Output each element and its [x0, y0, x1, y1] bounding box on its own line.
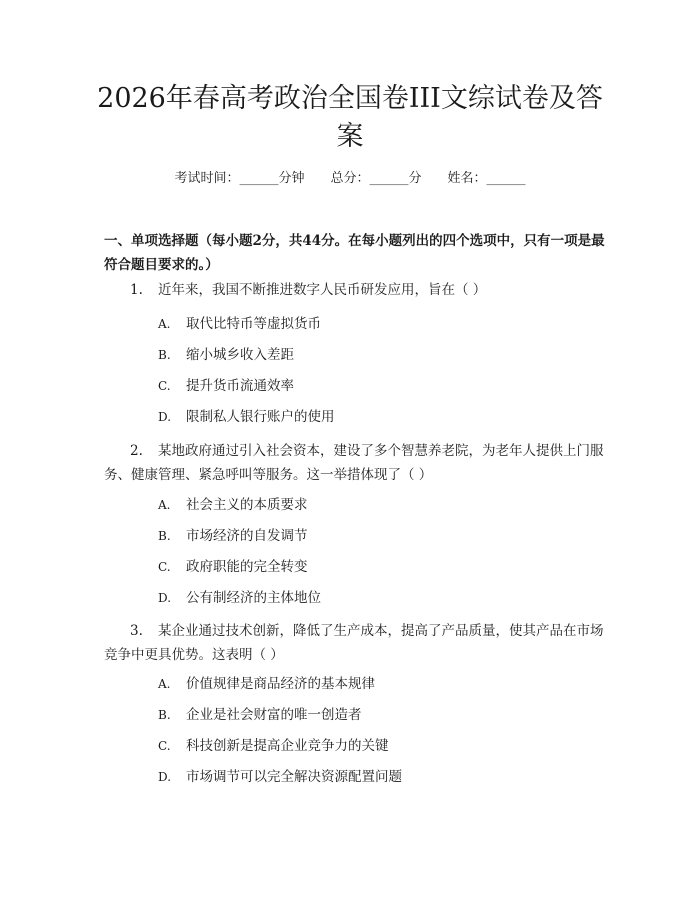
option-text: 社会主义的本质要求: [186, 497, 308, 513]
option-text: 价值规律是商品经济的基本规律: [186, 676, 375, 692]
exam-title: 2026年春高考政治全国卷III文综试卷及答案: [97, 83, 603, 152]
exam-time-field: 考试时间：______分钟: [174, 171, 305, 186]
option-letter: A.: [158, 317, 171, 331]
question-number: 3.: [130, 623, 143, 639]
option-text: 提升货币流通效率: [186, 378, 294, 394]
option-text: 限制私人银行账户的使用: [186, 409, 335, 425]
exam-meta: [0, 170, 700, 188]
question-1-stem: [104, 278, 614, 302]
option-letter: C.: [158, 379, 171, 393]
question-3-stem: [104, 619, 614, 667]
option-text: 公有制经济的主体地位: [186, 590, 321, 606]
option-letter: D.: [158, 410, 172, 424]
option-text: 科技创新是提高企业竞争力的关键: [186, 738, 389, 754]
question-3-option-b: [158, 705, 362, 725]
question-2-option-a: [158, 495, 308, 515]
option-letter: C.: [158, 560, 171, 574]
option-letter: B.: [158, 708, 171, 722]
question-number: 1.: [130, 282, 143, 298]
section-heading: 一、单项选择题（每小题2分，共44分。在每小题列出的四个选项中，只有一项是最符合题目要求的。）: [104, 233, 605, 273]
option-letter: A.: [158, 498, 171, 512]
question-text: 某地政府通过引入社会资本，建设了多个智慧养老院，为老年人提供上门服务、健康管理、紧急呼叫等服务。这一举措体现了（ ）: [104, 443, 604, 483]
option-text: 缩小城乡收入差距: [186, 347, 294, 363]
option-letter: D.: [158, 591, 172, 605]
question-3-option-d: [158, 767, 402, 787]
option-letter: B.: [158, 529, 171, 543]
option-text: 企业是社会财富的唯一创造者: [186, 707, 362, 723]
question-text: 某企业通过技术创新，降低了生产成本，提高了产品质量，使其产品在市场竞争中更具优势。这表明（ ）: [104, 623, 604, 663]
question-1-option-a: [158, 314, 321, 334]
option-text: 市场调节可以完全解决资源配置问题: [186, 769, 402, 785]
question-3-option-a: [158, 674, 375, 694]
question-2-option-b: [158, 526, 308, 546]
total-score-field: 总分：______分: [330, 171, 422, 186]
option-letter: D.: [158, 770, 172, 784]
option-text: 取代比特币等虚拟货币: [186, 316, 321, 332]
option-letter: A.: [158, 677, 171, 691]
question-number: 2.: [130, 443, 143, 459]
option-text: 政府职能的完全转变: [186, 559, 308, 575]
question-1-option-b: [158, 345, 294, 365]
question-1-option-c: [158, 376, 294, 396]
option-letter: B.: [158, 348, 171, 362]
option-letter: C.: [158, 739, 171, 753]
question-1-option-d: [158, 407, 335, 427]
option-text: 市场经济的自发调节: [186, 528, 308, 544]
question-3-option-c: [158, 736, 389, 756]
question-text: 近年来，我国不断推进数字人民币研发应用，旨在（ ）: [158, 282, 487, 298]
question-2-stem: [104, 439, 614, 487]
question-2-option-c: [158, 557, 308, 577]
student-name-field: 姓名：______: [447, 171, 526, 186]
question-2-option-d: [158, 588, 321, 608]
